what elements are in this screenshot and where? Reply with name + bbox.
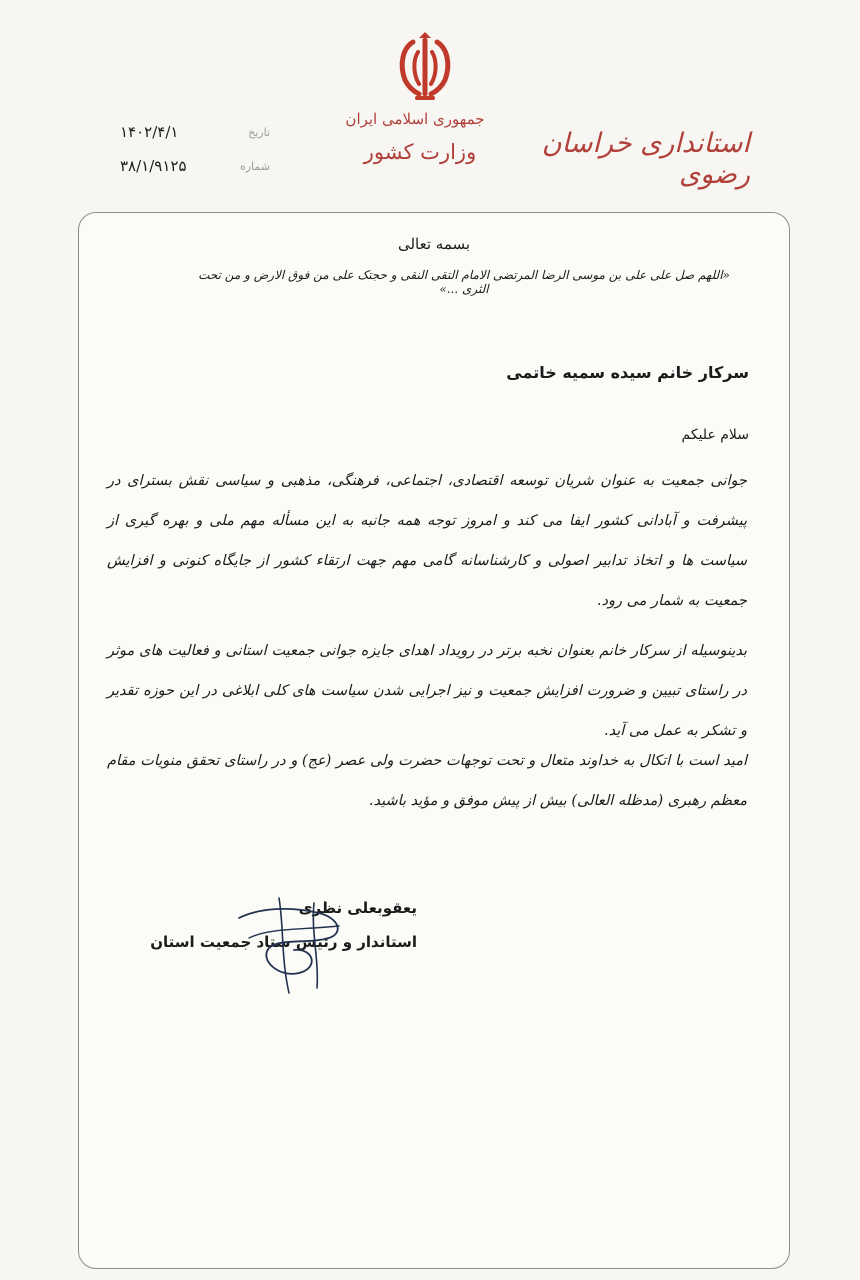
ministry-label: وزارت کشور	[363, 140, 477, 164]
number-label: شماره	[239, 159, 270, 173]
date-label: تاریخ	[248, 125, 270, 139]
signer-title: استاندار و رئیس ستاد جمعیت استان	[150, 933, 417, 951]
number-value: ۳۸/۱/۹۱۲۵	[120, 157, 187, 175]
iran-emblem-icon	[385, 28, 465, 108]
letter-body	[78, 212, 790, 1269]
handwritten-signature	[219, 878, 359, 1008]
date-value: ۱۴۰۲/۴/۱	[120, 123, 179, 141]
greeting: سلام علیکم	[681, 427, 749, 443]
meta-date-row	[110, 118, 270, 146]
bismillah: بسمه تعالی	[397, 235, 471, 253]
paragraph-intro: جوانی جمعیت به عنوان شریان توسعه اقتصادی، اجتماعی، فرهنگی، مذهبی و سیاسی نقش بسترای در پیشرفت و آبادانی کشور ایفا می کند و امروز توجه همه جانبه به این مسأله مهم ملی و بهره گیری از سیاست ها و اتخاذ تدابیر اصولی و کارشناسانه گامی مهم جهت ارتقاء کشور از جایگاه کنونی و افزایش جمعیت به شمار می رود.	[107, 473, 747, 609]
governorate-title: استانداری خراسان رضوی	[541, 128, 750, 190]
letter-meta	[110, 118, 270, 186]
signer-name: یعقوبعلی نظری	[298, 899, 417, 917]
letterhead	[0, 0, 860, 205]
paragraph-closing: امید است با اتکال به خداوند متعال و تحت توجهات حضرت ولی عصر (عج) و در راستای تحقق منویات مقام معظم رهبری (مدظله العالی) بیش از پیش موفق و مؤید باشید.	[107, 753, 747, 809]
recipient-name: سرکار خانم سیده سمیه خاتمی	[506, 363, 749, 382]
republic-label: جمهوری اسلامی ایران	[345, 110, 485, 128]
meta-number-row	[110, 152, 270, 180]
salawat-line: «اللهم صل علی علی بن موسی الرضا المرتضی الامام التقی النقی و حجتک علی من فوق الارض و من تحت الثری ...»	[198, 268, 730, 296]
paragraph-appreciation: بدینوسیله از سرکار خانم بعنوان نخبه برتر در رویداد اهدای جایزه جوانی جمعیت استانی و فعالیت های موثر در راستای تبیین و ضرورت افزایش جمعیت و نیز اجرایی شدن سیاست های کلی ابلاغی در این حوزه تقدیر و تشکر به عمل می آید.	[107, 643, 747, 739]
